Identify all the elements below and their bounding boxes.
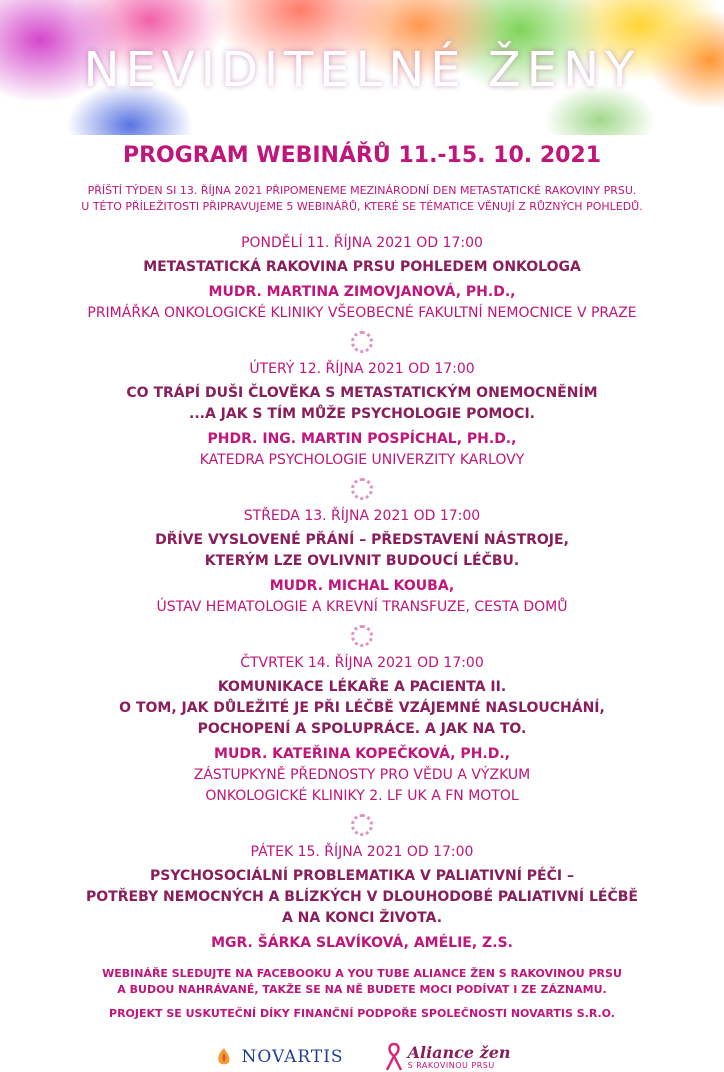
session-thursday	[0, 652, 724, 807]
pink-ribbon-icon	[384, 1042, 404, 1072]
session-topic: POCHOPENÍ A SPOLUPRÁCE. A JAK NA TO.	[197, 721, 527, 737]
aliance-logo	[384, 1042, 511, 1072]
intro-line: PŘÍŠTÍ TÝDEN SI 13. ŘÍJNA 2021 PŘIPOMENEME MEZINÁRODNÍ DEN METASTATICKÉ RAKOVINY PRSU.	[87, 184, 637, 197]
session-topic: KOMUNIKACE LÉKAŘE A PACIENTA II.	[217, 679, 507, 695]
ribbon-divider-icon	[351, 478, 373, 500]
session-topic: KTERÝM LZE OVLIVNIT BUDOUCÍ LÉČBU.	[204, 553, 520, 569]
session-day: PONDĚLÍ 11. ŘÍJNA 2021 OD 17:00	[241, 235, 483, 251]
aliance-subtitle: S RAKOVINOU PRSU	[407, 1060, 495, 1070]
program-content	[0, 143, 724, 1072]
logo-row	[0, 1042, 724, 1072]
session-topic: METASTATICKÁ RAKOVINA PRSU POHLEDEM ONKOLOGA	[143, 259, 581, 275]
session-affiliation: ZÁSTUPKYNĚ PŘEDNOSTY PRO VĚDU A VÝZKUM	[193, 767, 531, 783]
footer-note	[0, 966, 724, 998]
session-topic: POTŘEBY NEMOCNÝCH A BLÍZKÝCH V DLOUHODOBÉ PALIATIVNÍ LÉČBĚ	[86, 889, 638, 905]
session-affiliation: KATEDRA PSYCHOLOGIE UNIVERZITY KARLOVY	[199, 452, 525, 468]
sponsor-note: PROJEKT SE USKUTEČNÍ DÍKY FINANČNÍ PODPOŘE SPOLEČNOSTI NOVARTIS S.R.O.	[109, 1007, 615, 1020]
ribbon-divider-icon	[351, 331, 373, 353]
session-day: ÚTERÝ 12. ŘÍJNA 2021 OD 17:00	[249, 361, 475, 377]
session-topic: O TOM, JAK DŮLEŽITÉ JE PŘI LÉČBĚ VZÁJEMNÉ NASLOUCHÁNÍ,	[119, 700, 605, 716]
ribbon-divider-icon	[351, 625, 373, 647]
session-topic: ...A JAK S TÍM MŮŽE PSYCHOLOGIE POMOCI.	[189, 406, 535, 422]
aliance-name: Aliance žen	[407, 1042, 511, 1062]
session-affiliation: PRIMÁŘKA ONKOLOGICKÉ KLINIKY VŠEOBECNÉ FAKULTNÍ NEMOCNICE V PRAZE	[87, 305, 637, 321]
session-speaker: MUDR. KATEŘINA KOPEČKOVÁ, PH.D.,	[214, 746, 510, 762]
session-topic: A NA KONCI ŽIVOTA.	[281, 910, 443, 926]
session-friday	[0, 841, 724, 954]
ribbon-divider-icon	[351, 814, 373, 836]
session-speaker: PHDR. ING. MARTIN POSPÍCHAL, PH.D.,	[207, 431, 517, 447]
hero-banner	[0, 0, 724, 135]
novartis-flame-icon	[213, 1047, 235, 1067]
session-tuesday	[0, 358, 724, 471]
session-day: PÁTEK 15. ŘÍJNA 2021 OD 17:00	[250, 844, 474, 860]
novartis-logo	[213, 1047, 343, 1067]
session-affiliation: ÚSTAV HEMATOLOGIE A KREVNÍ TRANSFUZE, CESTA DOMŮ	[156, 599, 568, 615]
session-speaker: MUDR. MICHAL KOUBA,	[269, 578, 455, 594]
session-affiliation: ONKOLOGICKÉ KLINIKY 2. LF UK A FN MOTOL	[205, 788, 519, 804]
session-speaker: MUDR. MARTINA ZIMOVJANOVÁ, PH.D.,	[208, 284, 516, 300]
session-day: ČTVRTEK 14. ŘÍJNA 2021 OD 17:00	[240, 655, 484, 671]
intro-text	[0, 183, 724, 215]
footer-line: A BUDOU NAHRÁVANÉ, TAKŽE SE NA NĚ BUDETE MOCI PODÍVAT I ZE ZÁZNAMU.	[117, 983, 607, 996]
intro-line: U TÉTO PŘÍLEŽITOSTI PŘIPRAVUJEME 5 WEBINÁŘŮ, KTERÉ SE TÉMATICE VĚNUJÍ Z RŮZNÝCH POHLEDŮ.	[81, 200, 643, 213]
session-wednesday	[0, 505, 724, 618]
session-day: STŘEDA 13. ŘÍJNA 2021 OD 17:00	[243, 508, 481, 524]
program-title: PROGRAM WEBINÁŘŮ 11.-15. 10. 2021	[122, 143, 602, 168]
session-monday	[0, 232, 724, 324]
session-topic: CO TRÁPÍ DUŠI ČLOVĚKA S METASTATICKÝM ONEMOCNĚNÍM	[126, 385, 598, 401]
novartis-wordmark: NOVARTIS	[241, 1047, 344, 1067]
session-topic: DŘÍVE VYSLOVENÉ PŘÁNÍ – PŘEDSTAVENÍ NÁSTROJE,	[155, 532, 569, 548]
session-topic: PSYCHOSOCIÁLNÍ PROBLEMATIKA V PALIATIVNÍ PÉČI –	[150, 868, 574, 884]
footer-line: WEBINÁŘE SLEDUJTE NA FACEBOOKU A YOU TUBE ALIANCE ŽEN S RAKOVINOU PRSU	[102, 967, 622, 980]
page-title: NEVIDITELNÉ ŽENY	[83, 42, 641, 98]
session-speaker: MGR. ŠÁRKA SLAVÍKOVÁ, AMÉLIE, Z.S.	[211, 935, 513, 951]
